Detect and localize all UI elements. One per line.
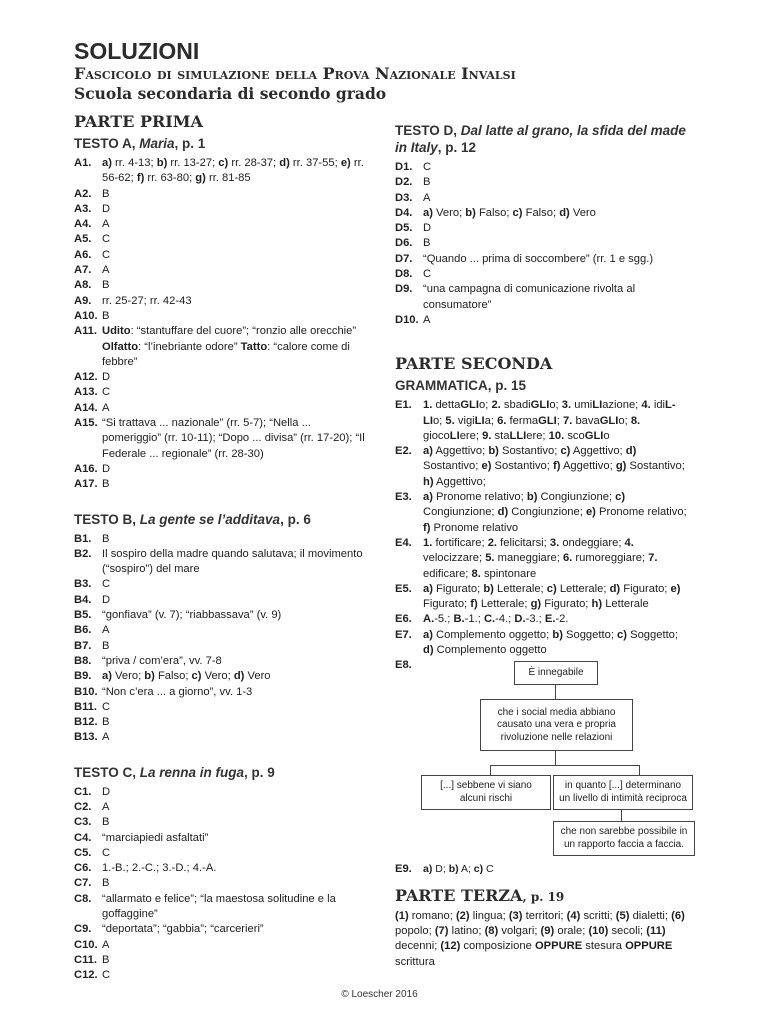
answer-row	[395, 160, 690, 175]
answer-row	[395, 191, 690, 206]
answer-key: D2.	[395, 176, 413, 189]
answer-row	[74, 623, 368, 638]
answer-row	[395, 582, 690, 613]
answer-key: A15.	[74, 417, 98, 430]
answer-row	[395, 398, 690, 444]
answer-key: C4.	[74, 831, 92, 844]
answer-row	[395, 444, 690, 490]
answer-row	[74, 654, 368, 669]
answer-row	[74, 831, 368, 846]
answer-value: 1. fortificare; 2. felicitarsi; 3. ondeggiare; 4. velocizzare; 5. maneggiare; 6. rumoreggiare; 7. edificare; 8. spintonare	[423, 536, 658, 580]
answer-key: D3.	[395, 191, 413, 204]
answer-key: D8.	[395, 268, 413, 281]
answer-row	[74, 700, 368, 715]
left-column	[74, 112, 368, 984]
answer-key: B12.	[74, 716, 98, 729]
answer-key: C11.	[74, 953, 98, 966]
heading-testo-b: TESTO B, La gente se l’additava, p. 6	[74, 511, 311, 527]
answer-value: 1. dettaGLIo; 2. sbadiGLIo; 3. umiLIazione; 4. idiL-LIo; 5. vigiLIa; 6. fermaGLI; 7. bavaGLIo; 8. giocoLIere; 9. staLLIere; 10. scoGLIo	[423, 399, 676, 442]
answer-key: B1.	[74, 532, 92, 545]
answer-key: B8.	[74, 654, 92, 667]
answer-key: D9.	[395, 283, 413, 296]
answer-value: 1.-B.; 2.-C.; 3.-D.; 4.-A.	[102, 862, 217, 875]
answer-key: C1.	[74, 785, 92, 798]
section-parte-terza: PARTE TERZA, p. 19	[395, 885, 565, 905]
answer-value: D	[423, 222, 432, 235]
answer-key: E2.	[395, 445, 412, 458]
answer-key: B6.	[74, 624, 92, 637]
answer-e9: E9. a) D; b) A; c) C	[395, 863, 494, 876]
answer-value: B	[423, 176, 431, 189]
answer-key: C7.	[74, 877, 92, 890]
answer-value: Udito: “stantuffare del cuore”; “ronzio alle orecchie” Olfatto: “l’inebriante odore” Tatto: “calore come di febbre”	[102, 325, 357, 368]
answer-key: C5.	[74, 846, 92, 859]
answer-row	[74, 593, 368, 608]
heading-testo-c: TESTO C, La renna in fuga, p. 9	[74, 764, 275, 780]
answer-key: C6.	[74, 862, 92, 875]
diagram-box-consecutive: che non sarebbe possibile in un rapporto faccia a faccia.	[553, 821, 695, 856]
answer-key: A5.	[74, 233, 92, 246]
answer-row	[74, 202, 368, 217]
answer-value: “marciapiedi asfaltati”	[102, 831, 209, 844]
page-subtitle: Fascicolo di simulazione della Prova Nazionale Invalsi	[74, 64, 516, 83]
answer-row	[395, 206, 690, 221]
answer-value: D	[102, 371, 111, 384]
answer-value: A	[102, 938, 110, 951]
answer-key: B3.	[74, 578, 92, 591]
answer-key: D7.	[395, 252, 413, 265]
answer-value: B	[102, 953, 110, 966]
answer-key: A14.	[74, 401, 98, 414]
answer-key: A10.	[74, 309, 98, 322]
answer-row	[74, 401, 368, 416]
answer-row	[74, 309, 368, 324]
answer-row	[74, 547, 368, 578]
answer-key: D4.	[395, 206, 413, 219]
e8-diagram	[423, 658, 718, 858]
answer-row	[74, 462, 368, 477]
answer-key: A12.	[74, 371, 98, 384]
answer-key: A9.	[74, 294, 92, 307]
answer-value: “Si trattava ... nazionale” (rr. 5-7); “Nella ... pomeriggio” (rr. 10-11); “Dopo ... divisa” (rr. 17-20); “Il Federale ... regionale” (rr. 28-30)	[102, 417, 365, 460]
answer-value: C	[102, 700, 111, 713]
answer-row	[74, 876, 368, 891]
answer-key: C10.	[74, 938, 98, 951]
answer-key: A2.	[74, 187, 92, 200]
answer-row	[74, 263, 368, 278]
answer-row	[74, 532, 368, 547]
answer-row	[395, 236, 690, 251]
answer-key: D5.	[395, 222, 413, 235]
answer-key: E1.	[395, 399, 412, 412]
answer-value: A	[102, 800, 110, 813]
answer-key: C2.	[74, 800, 92, 813]
answer-key: E4.	[395, 536, 412, 549]
answer-row	[74, 416, 368, 462]
answer-value: D	[102, 593, 111, 606]
answer-key: B11.	[74, 700, 98, 713]
answer-value: B	[102, 187, 110, 200]
answer-row	[74, 187, 368, 202]
answer-value: A	[423, 313, 431, 326]
page-title: SOLUZIONI	[74, 38, 200, 64]
answers-d	[395, 160, 690, 328]
answer-value: A	[102, 624, 110, 637]
answer-key: B4.	[74, 593, 92, 606]
answer-value: a) Aggettivo; b) Sostantivo; c) Aggettivo; d) Sostantivo; e) Sostantivo; f) Aggettivo; g) Sostantivo; h) Aggettivo;	[423, 445, 685, 488]
answer-value: A	[102, 401, 110, 414]
answers-a	[74, 156, 368, 493]
answer-value: a) Complemento oggetto; b) Soggetto; c) Soggetto; d) Complemento oggetto	[423, 628, 679, 657]
answer-row	[395, 267, 690, 282]
footer-copyright: © Loescher 2016	[341, 989, 418, 1000]
answer-value: a) rr. 4-13; b) rr. 13-27; c) rr. 28-37; d) rr. 37-55; e) rr. 56-62; f) rr. 63-80; g) rr. 81-85	[102, 157, 364, 185]
answer-key: E5.	[395, 582, 412, 595]
answer-value: “deportata”; “gabbia”; “carcerieri”	[102, 923, 264, 936]
answer-row	[74, 370, 368, 385]
answer-value: C	[102, 846, 111, 859]
answer-key: A3.	[74, 202, 92, 215]
answer-value: D	[102, 785, 111, 798]
answer-key: B7.	[74, 639, 92, 652]
answer-key: A6.	[74, 248, 92, 261]
answer-value: D	[102, 202, 111, 215]
answer-row	[74, 846, 368, 861]
answer-row	[395, 175, 690, 190]
answer-key: C3.	[74, 816, 92, 829]
answer-row	[74, 953, 368, 968]
answer-value: C	[102, 233, 111, 246]
answer-key: A11.	[74, 325, 98, 338]
answer-row	[395, 252, 690, 267]
answer-row	[74, 800, 368, 815]
answer-value: B	[102, 309, 110, 322]
page-subtitle-school: Scuola secondaria di secondo grado	[74, 84, 387, 103]
answer-key: E3.	[395, 491, 412, 504]
answer-value: A	[102, 218, 110, 231]
answer-key: B10.	[74, 685, 98, 698]
answer-row	[74, 385, 368, 400]
answer-row	[74, 685, 368, 700]
answer-value: C	[102, 386, 111, 399]
answer-row	[74, 156, 368, 187]
answer-row	[74, 294, 368, 309]
answer-row	[74, 892, 368, 923]
answer-value: “Quando ... prima di soccombere” (rr. 1 e sgg.)	[423, 252, 654, 265]
answer-row	[74, 785, 368, 800]
answer-value: “una campagna di comunicazione rivolta al consumatore”	[423, 283, 636, 311]
answer-row	[74, 922, 368, 937]
answer-row	[74, 968, 368, 983]
answer-value: a) Vero; b) Falso; c) Falso; d) Vero	[423, 206, 596, 219]
answer-key: C12.	[74, 969, 98, 982]
answer-row	[395, 313, 690, 328]
answer-value: “priva / com’era”, vv. 7-8	[102, 654, 222, 667]
answer-value: A	[102, 264, 110, 277]
answer-row	[74, 324, 368, 370]
answer-key: E7.	[395, 628, 412, 641]
answer-key: B5.	[74, 609, 92, 622]
answer-value: B	[102, 532, 110, 545]
answer-row	[74, 730, 368, 745]
answer-key: A13.	[74, 386, 98, 399]
answer-row	[395, 612, 690, 627]
answer-value: B	[102, 639, 110, 652]
diagram-box-relative: che i social media abbiano causato una vera e propria rivoluzione nelle relazioni	[480, 699, 633, 751]
answer-row	[395, 282, 690, 313]
answer-key: A4.	[74, 218, 92, 231]
answer-value: A	[102, 731, 110, 744]
section-parte-seconda: PARTE SECONDA	[395, 354, 553, 374]
answer-row	[395, 221, 690, 236]
answer-row	[74, 577, 368, 592]
answer-key: D1.	[395, 161, 413, 173]
answers-parte-terza: (1) romano; (2) lingua; (3) territori; (4) scritti; (5) dialetti; (6) popolo; (7) latino; (8) volgari; (9) orale; (10) secoli; (11) decenni; (12) composizione OPPURE stesura OPPURE scrittura	[395, 909, 685, 968]
answer-value: A	[423, 191, 431, 204]
answer-row	[74, 232, 368, 247]
section-parte-prima: PARTE PRIMA	[74, 112, 203, 131]
answer-key: D10.	[395, 313, 419, 326]
answers-e	[395, 398, 690, 658]
answer-key: C8.	[74, 892, 92, 905]
answer-value: a) Vero; b) Falso; c) Vero; d) Vero	[102, 670, 271, 683]
answer-value: a) Figurato; b) Letterale; c) Letterale; d) Figurato; e) Figurato; f) Letterale; g) Figurato; h) Letterale	[423, 582, 681, 611]
answer-value: C	[102, 578, 111, 591]
diagram-box-causal: in quanto [...] determinano un livello di intimità reciproca	[553, 775, 693, 810]
answer-value: D	[102, 462, 111, 475]
answer-key: A8.	[74, 279, 92, 292]
answer-row	[74, 608, 368, 623]
answer-key: A17.	[74, 478, 98, 491]
answer-value: C	[102, 248, 111, 261]
answer-value: B	[102, 716, 110, 729]
answer-row	[395, 628, 690, 659]
answer-value: “Non c’era ... a giorno”, vv. 1-3	[102, 685, 253, 698]
answer-value: B	[423, 237, 431, 250]
answer-e8: E8. È innegabile che i social media abbiano causato una vera e propria rivoluzione nelle relazioni [...] sebbene vi siano alcuni rischi in quanto [...] determinano un livello di intimità reciproca che non sarebbe possibile in un rapporto faccia a faccia.	[395, 658, 690, 858]
heading-grammatica: GRAMMATICA, p. 15	[395, 378, 526, 394]
answers-b	[74, 532, 368, 746]
answer-key: B9.	[74, 670, 92, 683]
heading-testo-d: TESTO D, Dal latte al grano, la sfida del made in Italy, p. 12	[395, 123, 686, 155]
answer-row	[74, 639, 368, 654]
answer-row	[74, 938, 368, 953]
answer-key: B2.	[74, 547, 92, 560]
answer-row	[74, 248, 368, 263]
answer-key: A1.	[74, 157, 92, 169]
answer-value: B	[102, 478, 110, 491]
answer-row	[74, 815, 368, 830]
heading-testo-a: TESTO A, Maria, p. 1	[74, 136, 206, 151]
answer-value: A.-5.; B.-1.; C.-4.; D.-3.; E.-2.	[423, 613, 569, 626]
answer-key: C9.	[74, 923, 92, 936]
answer-row	[74, 861, 368, 876]
answer-row	[74, 217, 368, 232]
answer-value: “gonfiava” (v. 7); “riabbassava” (v. 9)	[102, 609, 282, 622]
answer-key: A7.	[74, 264, 92, 277]
answer-row	[74, 669, 368, 684]
answer-key: B13.	[74, 731, 98, 744]
answer-value: “allarmato e felice”; “la maestosa solitudine e la goffaggine”	[102, 892, 336, 921]
diagram-box-main: È innegabile	[514, 661, 598, 685]
answer-row	[74, 278, 368, 293]
answer-value: Il sospiro della madre quando salutava; il movimento (“sospiro”) del mare	[102, 547, 363, 576]
answer-row	[395, 536, 690, 582]
answer-key: A16.	[74, 462, 98, 475]
answer-row	[395, 490, 690, 536]
answer-row	[74, 477, 368, 492]
answer-value: rr. 25-27; rr. 42-43	[102, 294, 192, 307]
answer-value: C	[102, 969, 111, 982]
diagram-box-concessive: [...] sebbene vi siano alcuni rischi	[421, 775, 551, 810]
answer-value: B	[102, 279, 110, 292]
answer-value: a) Pronome relativo; b) Congiunzione; c) Congiunzione; d) Congiunzione; e) Pronome relativo; f) Pronome relativo	[423, 491, 687, 534]
answer-value: C	[423, 268, 432, 281]
answer-key: D6.	[395, 237, 413, 250]
answer-value: B	[102, 877, 110, 890]
answer-row	[74, 715, 368, 730]
answer-key: E6.	[395, 613, 412, 626]
right-column	[395, 122, 690, 970]
answer-value: B	[102, 816, 110, 829]
answers-c	[74, 785, 368, 984]
answer-value: C	[423, 161, 432, 173]
